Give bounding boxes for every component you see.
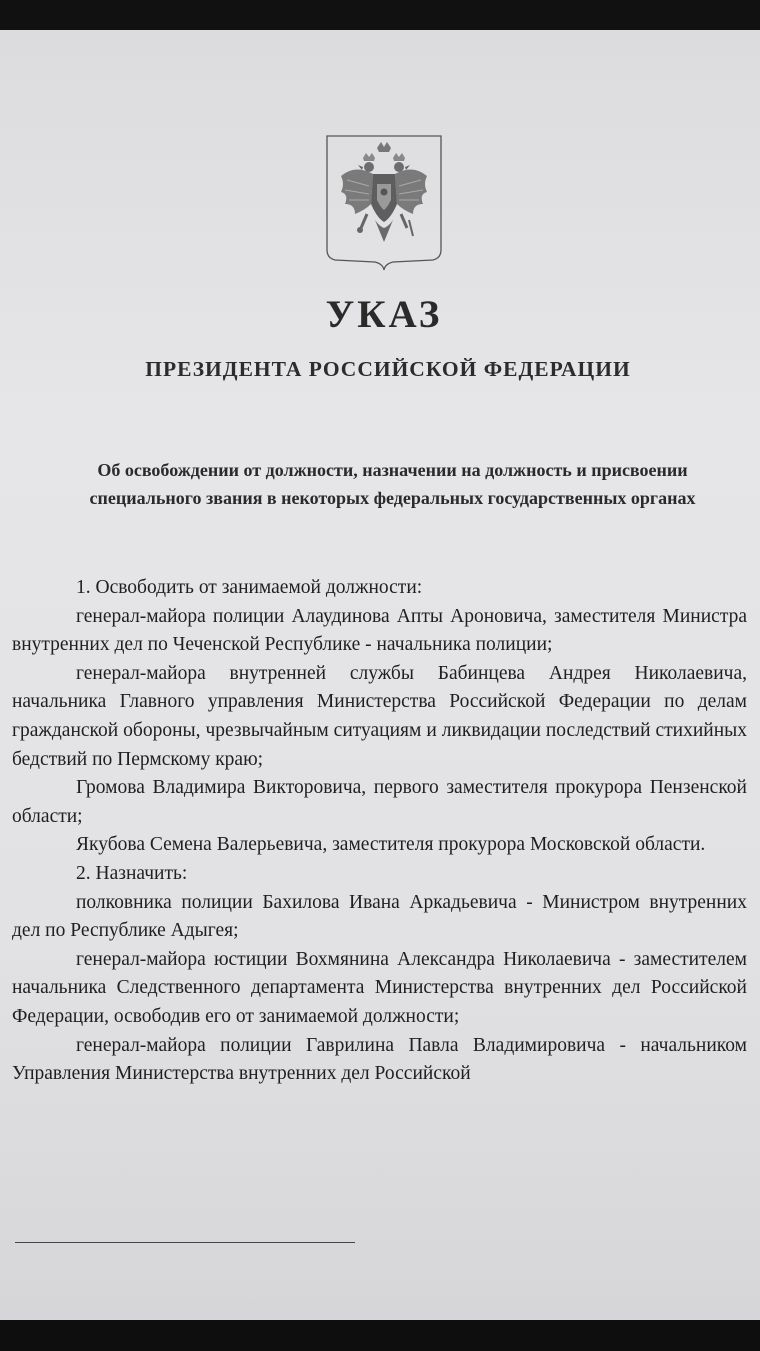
paragraph: Якубова Семена Валерьевича, заместителя прокурора Московской области.	[76, 834, 706, 856]
double-headed-eagle-icon	[325, 134, 443, 272]
paragraph: генерал-майора юстиции Вохмянина Александра Николаевича - заместителем начальника Следственного департамента Министерства внутренних дел Российской Федерации, освободив его от занимаемой должности;	[12, 948, 747, 1027]
decree-subtitle: ПРЕЗИДЕНТА РОССИЙСКОЙ ФЕДЕРАЦИИ	[145, 357, 631, 381]
paragraph: 1. Освободить от занимаемой должности:	[76, 577, 423, 598]
decree-heading: Об освобождении от должности, назначении на должность и присвоении специального звания в некоторых федеральных государственных органах	[89, 460, 696, 508]
paragraph: полковника полиции Бахилова Ивана Аркадьевича - Министром внутренних дел по Республике Адыгея;	[12, 891, 747, 942]
paragraph: генерал-майора полиции Гаврилина Павла Владимировича - начальником Управления Министерства внутренних дел Российской	[12, 1034, 747, 1085]
paragraph: генерал-майора внутренней службы Бабинцева Андрея Николаевича, начальника Главного управления Министерства Российской Федерации по делам гражданской обороны, чрезвычайным ситуациям и ликвидации последствий стихийных бедствий по Пермскому краю;	[12, 662, 747, 770]
photo-bottom-edge	[0, 1320, 760, 1351]
decree-body	[12, 574, 747, 1089]
photo-top-edge	[0, 0, 760, 30]
paragraph: 2. Назначить:	[76, 862, 188, 884]
decree-title: УКАЗ	[325, 293, 443, 336]
paragraph: генерал-майора полиции Алаудинова Апты Ароновича, заместителя Министра внутренних дел по Чеченской Республике - начальника полиции;	[12, 605, 747, 656]
footer-rule	[15, 1242, 355, 1243]
coat-of-arms-emblem	[325, 134, 443, 272]
paragraph: Громова Владимира Викторовича, первого заместителя прокурора Пензенской области;	[12, 777, 747, 827]
